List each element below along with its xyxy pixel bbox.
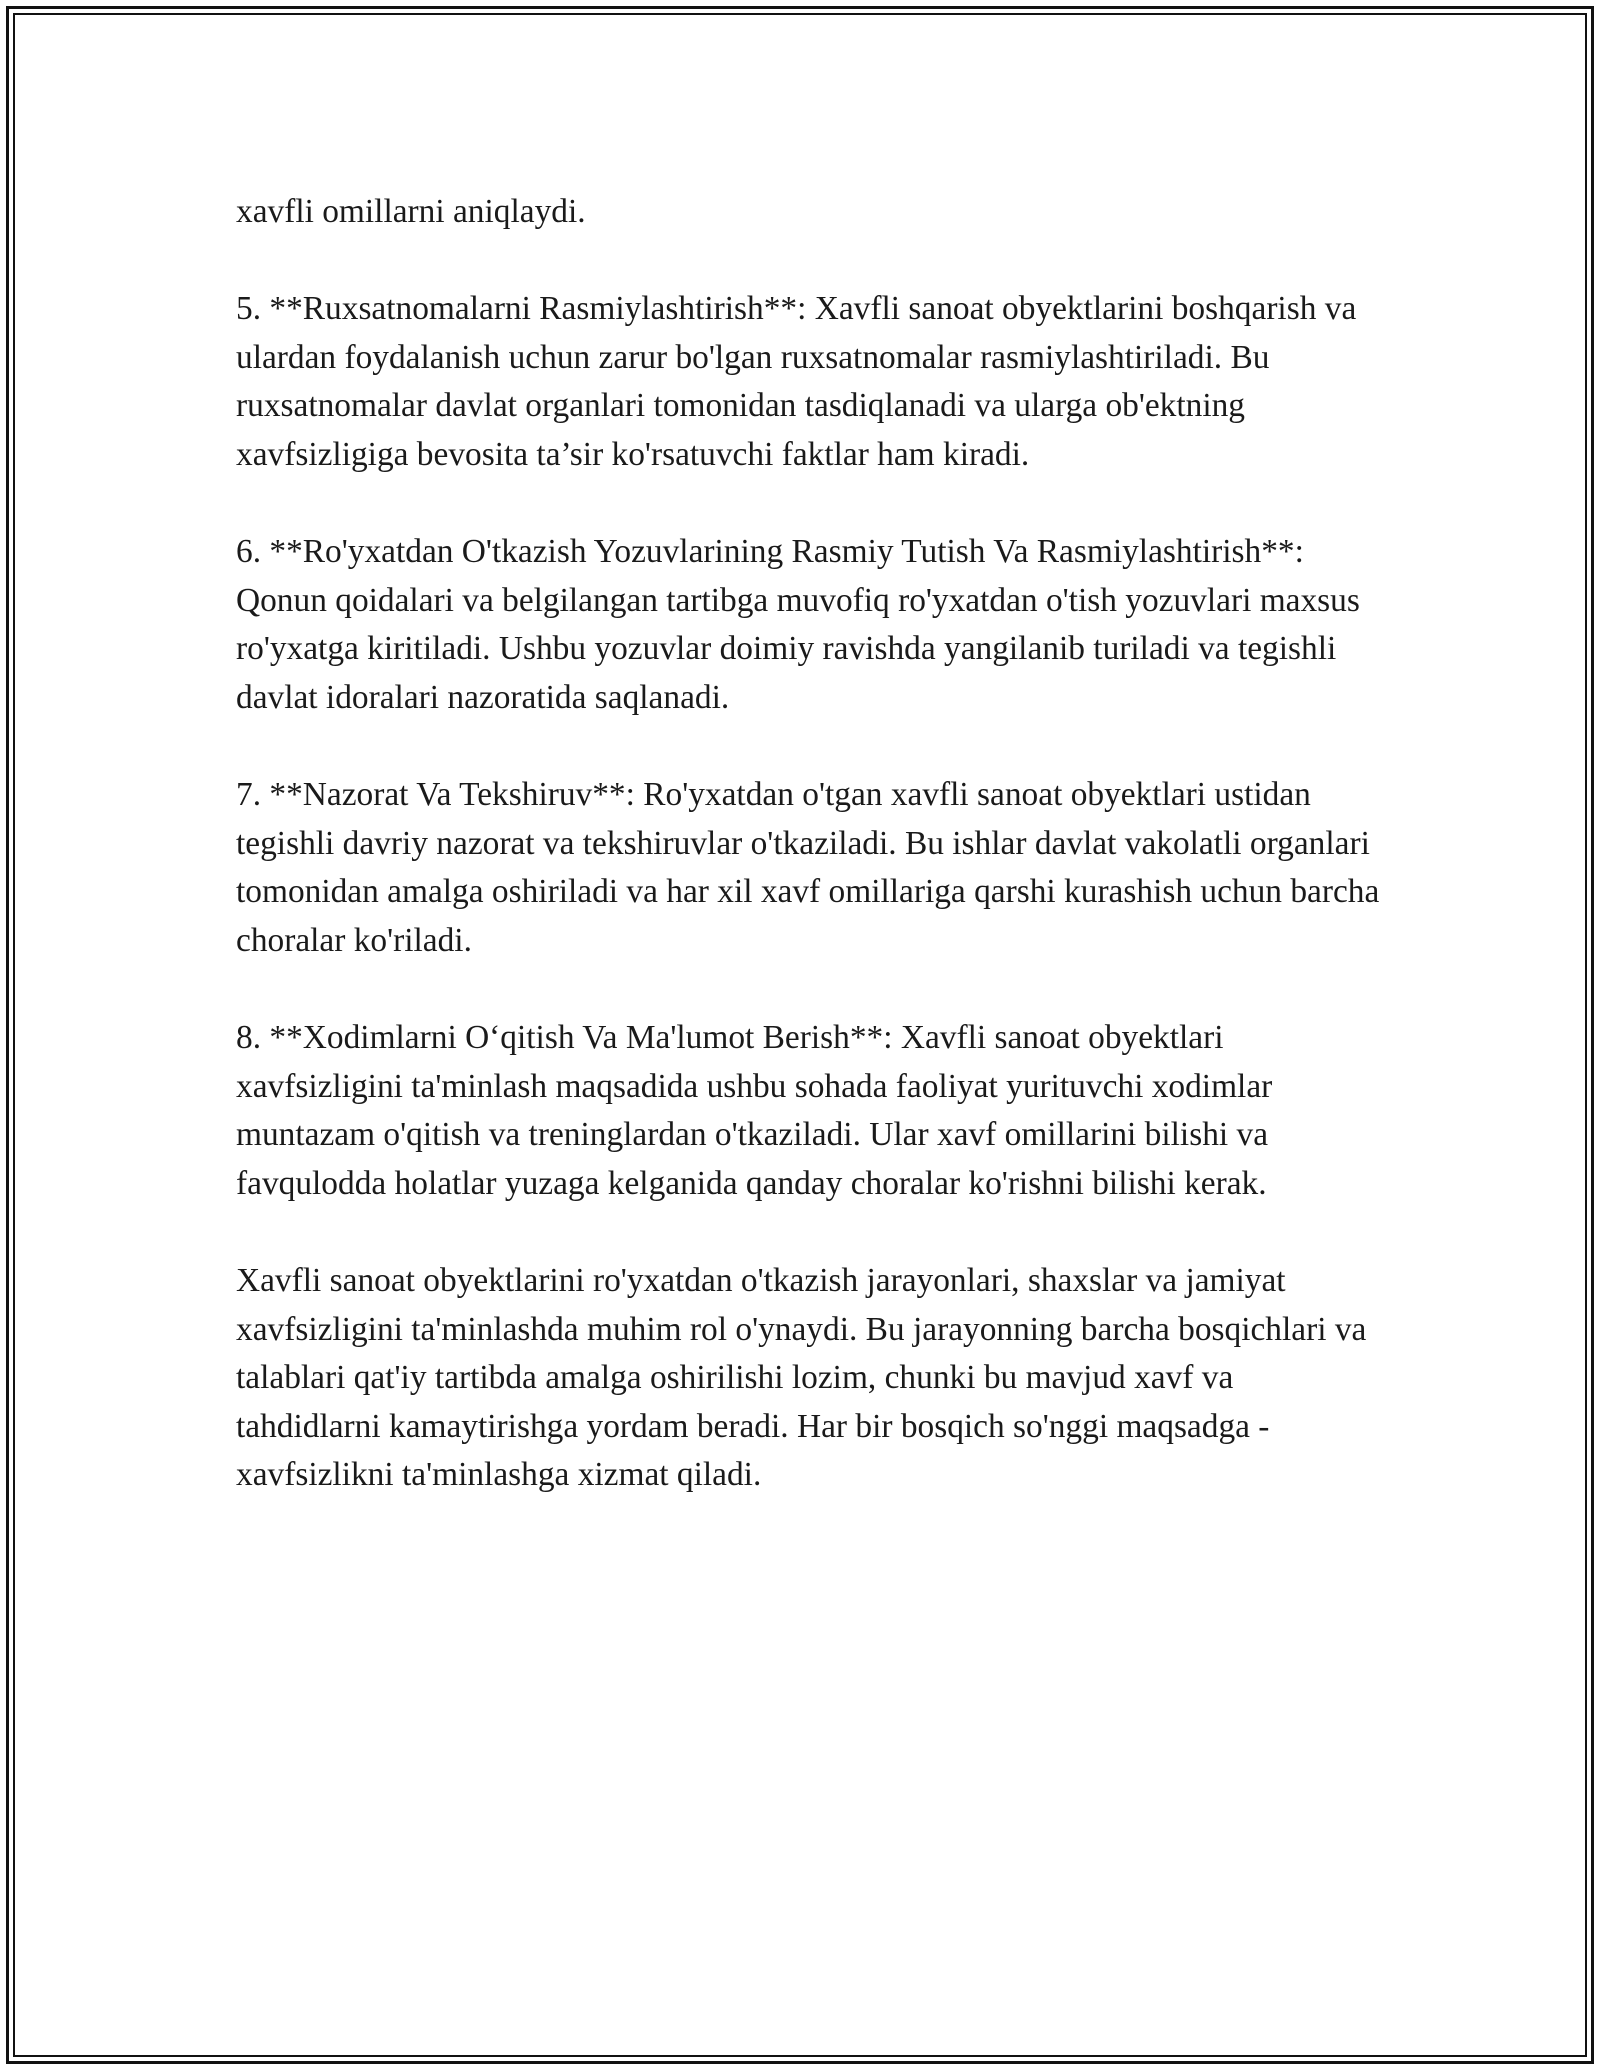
- document-body: [236, 188, 1386, 1500]
- paragraph-continuation: xavfli omillarni aniqlaydi.: [236, 193, 586, 230]
- paragraph-item-8-staff-training: 8. **Xodimlarni O‘qitish Va Ma'lumot Berish**: Xavfli sanoat obyektlari xavfsizligini ta'minlash maqsadida ushbu sohada faoliyat yurituvchi xodimlar muntazam o'qitish va treninglardan o'tkaziladi. Ular xavf omillarini bilishi va favqulodda holatlar yuzaga kelganida qanday choralar ko'rishni bilishi kerak.: [236, 1019, 1273, 1202]
- paragraph-item-5-permits: 5. **Ruxsatnomalarni Rasmiylashtirish**: Xavfli sanoat obyektlarini boshqarish va ulardan foydalanish uchun zarur bo'lgan ruxsatnomalar rasmiylashtiriladi. Bu ruxsatnomalar davlat organlari tomonidan tasdiqlanadi va ularga ob'ektning xavfsizligiga bevosita ta’sir ko'rsatuvchi faktlar ham kiradi.: [236, 290, 1357, 473]
- paragraph-item-7-inspection: 7. **Nazorat Va Tekshiruv**: Ro'yxatdan o'tgan xavfli sanoat obyektlari ustidan tegishli davriy nazorat va tekshiruvlar o'tkaziladi. Bu ishlar davlat vakolatli organlari tomonidan amalga oshiriladi va har xil xavf omillariga qarshi kurashish uchun barcha choralar ko'riladi.: [236, 776, 1380, 959]
- paragraph-conclusion: Xavfli sanoat obyektlarini ro'yxatdan o'tkazish jarayonlari, shaxslar va jamiyat xavfsizligini ta'minlashda muhim rol o'ynaydi. Bu jarayonning barcha bosqichlari va talablari qat'iy tartibda amalga oshirilishi lozim, chunki bu mavjud xavf va tahdidlarni kamaytirishga yordam beradi. Har bir bosqich so'nggi maqsadga - xavfsizlikni ta'minlashga xizmat qiladi.: [236, 1262, 1367, 1494]
- paragraph-item-6-registration-records: 6. **Ro'yxatdan O'tkazish Yozuvlarining Rasmiy Tutish Va Rasmiylashtirish**: Qonun qoidalari va belgilangan tartibga muvofiq ro'yxatdan o'tish yozuvlari maxsus ro'yxatga kiritiladi. Ushbu yozuvlar doimiy ravishda yangilanib turiladi va tegishli davlat idoralari nazoratida saqlanadi.: [236, 533, 1360, 716]
